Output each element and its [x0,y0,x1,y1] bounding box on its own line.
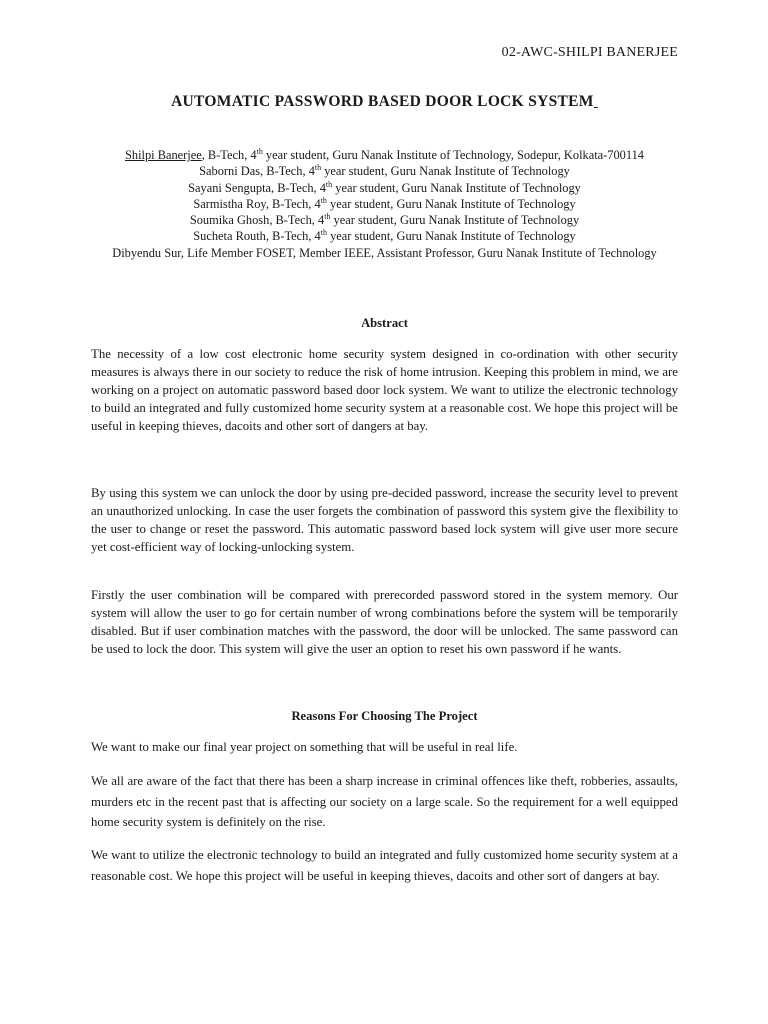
author-line-2: Saborni Das, B-Tech, 4th year student, Guru Nanak Institute of Technology [199,163,570,179]
author-line-6: Sucheta Routh, B-Tech, 4th year student, Guru Nanak Institute of Technology [193,228,576,244]
paper-title-text: AUTOMATIC PASSWORD BASED DOOR LOCK SYSTEM [171,93,594,110]
abstract-heading: Abstract [361,316,408,330]
abstract-paragraph-2: By using this system we can unlock the door by using pre-decided password, increase the security level to prevent an unauthorized unlocking. In case the user forgets the combination of password this system give the flexibility to the user to change or reset the password. This automatic password based lock system will give user more secure yet cost-efficient way of locking-unlocking system. [91,486,678,554]
title-underline-tail [594,93,598,110]
paper-title [91,93,678,111]
reasons-heading: Reasons For Choosing The Project [291,709,478,723]
author-line-4: Sarmistha Roy, B-Tech, 4th year student, Guru Nanak Institute of Technology [193,195,576,211]
author-line-1: Shilpi Banerjee, B-Tech, 4th year student, Guru Nanak Institute of Technology, Sodepur, Kolkata-700114 [124,147,644,162]
reasons-paragraph-2: We all are aware of the fact that there has been a sharp increase in criminal offences like theft, robberies, assaults, murders etc in the recent past that is affecting our society on a large scale. So the requirement for a well equipped home security system is definitely on the rise. [91,774,678,830]
abstract-paragraph-3: Firstly the user combination will be compared with prerecorded password stored in the system memory. Our system will allow the user to go for certain number of wrong combinations before the system will be temporarily disabled. But if user combination matches with the password, the door will be unlocked. The same password can be used to lock the door. This system will give the user an option to reset his own password if he wants. [91,588,678,656]
reasons-paragraph-3: We want to utilize the electronic technology to build an integrated and fully customized home security system at a reasonable cost. We hope this project will be useful in keeping thieves, dacoits and other sort of dangers at bay. [91,848,678,883]
reasons-paragraph-1: We want to make our final year project on something that will be useful in real life. [91,740,518,754]
header-tag: 02-AWC-SHILPI BANERJEE [501,45,678,60]
author-list [91,147,678,261]
lead-author-name: Shilpi Banerjee [124,148,202,162]
abstract-paragraph-1: The necessity of a low cost electronic home security system designed in co-ordination with other security measures is always there in our society to reduce the risk of home intrusion. Keeping this problem in mind, we are working on a project on automatic password based door lock system. We want to utilize the electronic technology to build an integrated and fully customized home security system at a reasonable cost. We hope this project will be useful in keeping thieves, dacoits and other sort of dangers at bay. [91,347,678,433]
author-line-5: Soumika Ghosh, B-Tech, 4th year student, Guru Nanak Institute of Technology [189,212,580,228]
author-line-3: Sayani Sengupta, B-Tech, 4th year student, Guru Nanak Institute of Technology [188,179,581,195]
author-line-7: Dibyendu Sur, Life Member FOSET, Member IEEE, Assistant Professor, Guru Nanak Institute of Technology [112,245,657,260]
